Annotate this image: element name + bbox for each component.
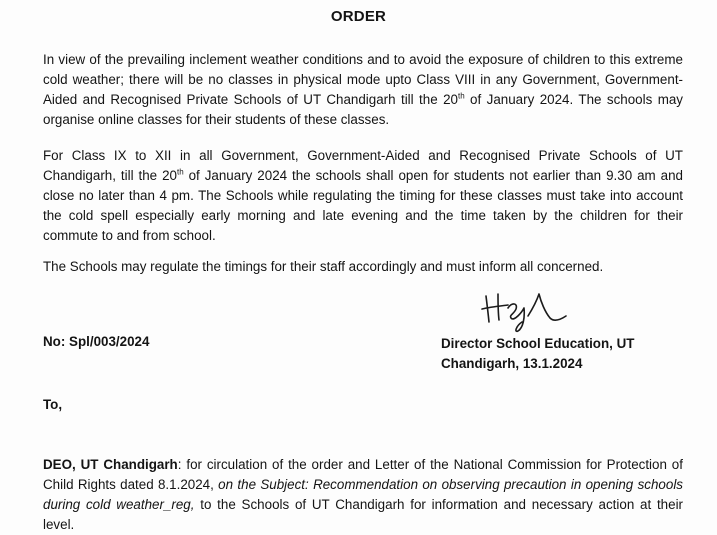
paragraph-senior-classes-timing: [43, 146, 683, 246]
paragraph-text: of January 2024 the schools shall open for students not earlier than 9.30 am and close no later than 4 pm. The Schools while regulating the timing for these classes must take into account the cold spell especially early morning and late evening and the time taken by the children for their commute to and from school.: [43, 168, 683, 243]
paragraph-text: In view of the prevailing inclement weather conditions and to avoid the exposure of children to this extreme cold weather; there will be no classes in physical mode upto Class VIII in any Government, Government-Aided and Recognised Private Schools of UT Chandigarh till the 20: [43, 52, 683, 107]
paragraph-text: to the Schools of UT Chandigarh for information and necessary action at their level.: [43, 497, 684, 532]
paragraph-text: : for circulation of the order and Letter of the National Commission for Protection of Child Rights dated 8.1.2024,: [43, 457, 683, 492]
signatory-designation: Director School Education, UT: [441, 336, 635, 351]
subject-text: on the Subject: Recommendation on observing precaution in opening schools during cold weather_reg,: [43, 477, 683, 512]
paragraph-text: For Class IX to XII in all Government, Government-Aided and Recognised Private Schools of UT Chandigarh, till the 20: [43, 148, 683, 183]
order-number: No: Spl/003/2024: [43, 334, 150, 349]
signatory-block: [441, 334, 634, 374]
recipient: DEO, UT Chandigarh: [43, 457, 178, 472]
paragraph-text: of January 2024. The schools may organise online classes for their students of these classes.: [43, 92, 683, 127]
ordinal-suffix: th: [176, 167, 184, 177]
paragraph-no-physical-classes: [43, 50, 683, 130]
ordinal-suffix: th: [457, 91, 465, 101]
paragraph-staff-timings: The Schools may regulate the timings for their staff accordingly and must inform all concerned.: [43, 259, 604, 274]
paragraph-circulation: [43, 455, 683, 535]
document-title: ORDER: [330, 8, 387, 25]
to-label: To,: [43, 397, 63, 412]
handwritten-signature: [478, 288, 574, 334]
signatory-place-date: Chandigarh, 13.1.2024: [441, 356, 583, 371]
